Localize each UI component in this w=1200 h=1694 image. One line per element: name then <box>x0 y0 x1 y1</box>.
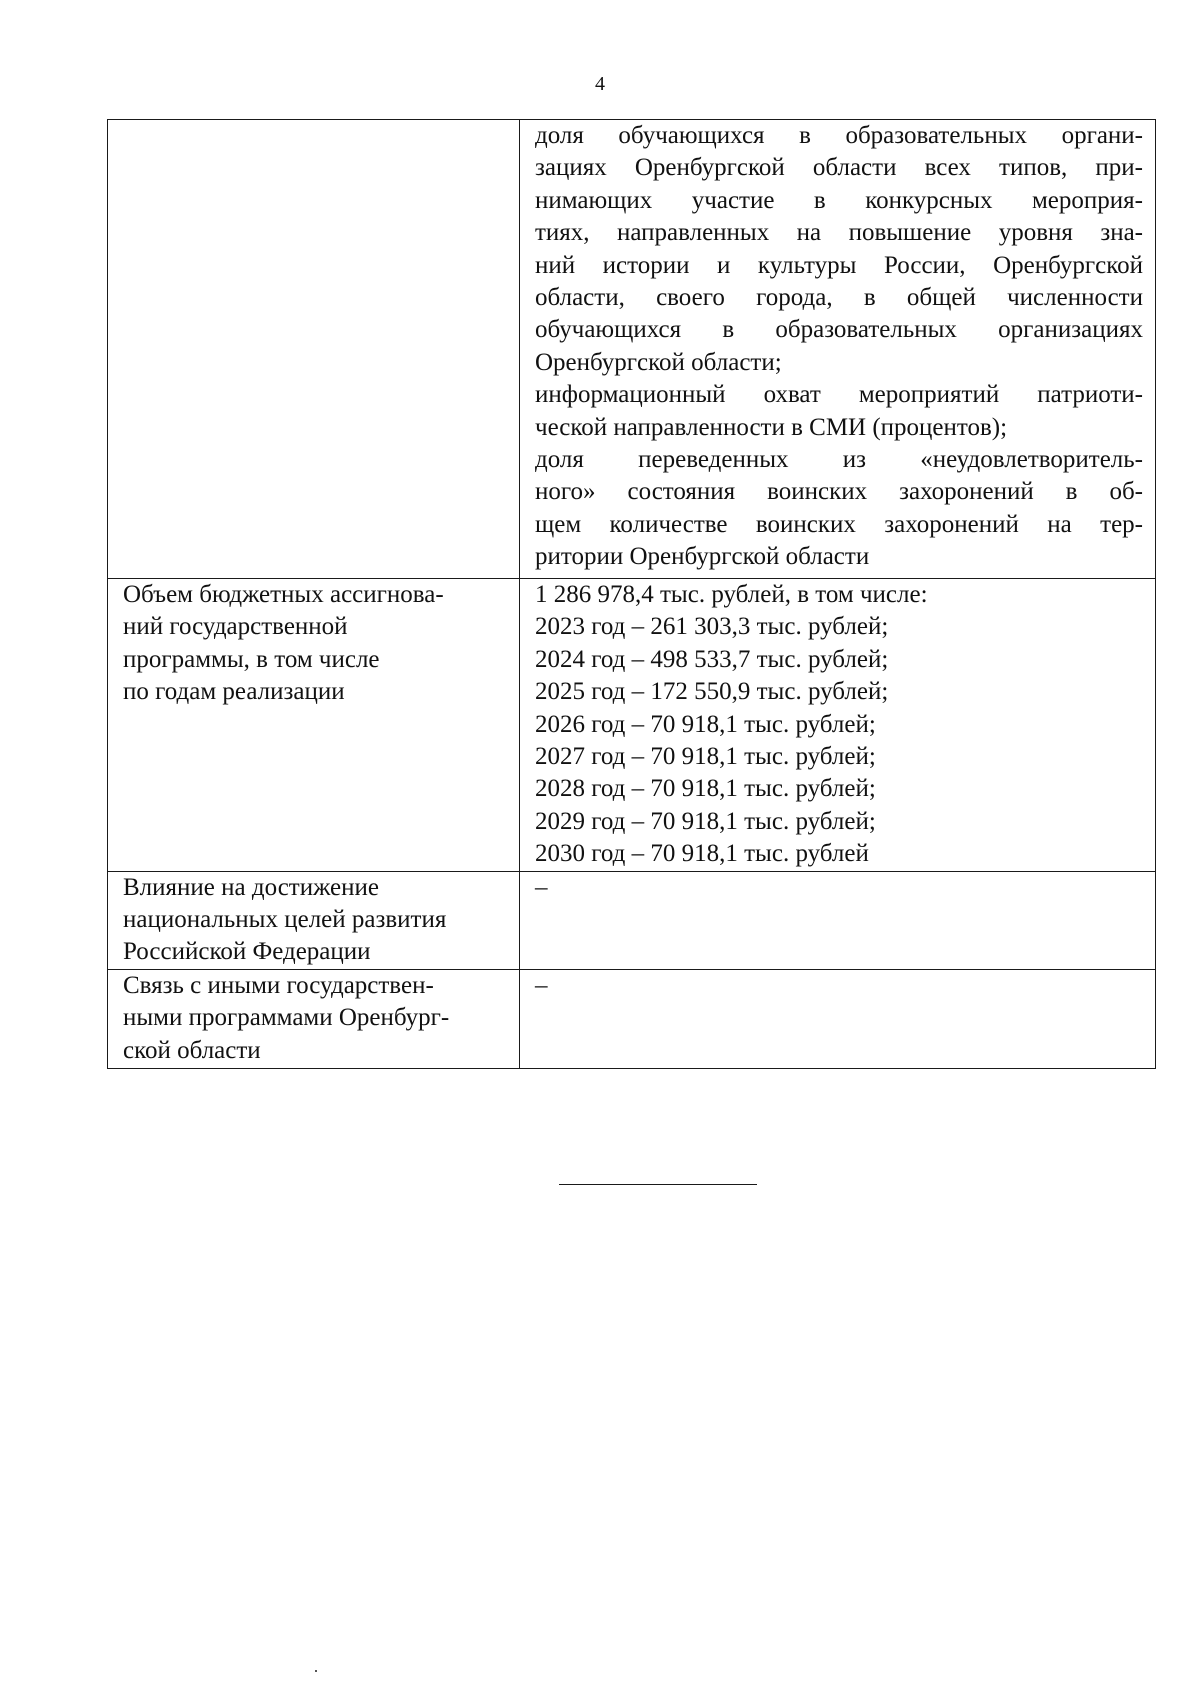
national-goals-label-line: Влияние на достижение <box>123 873 379 901</box>
end-of-document-rule <box>559 1184 757 1185</box>
related-programs-value: – <box>535 971 548 999</box>
table-row-related-programs <box>108 969 1156 1068</box>
value-cell-indicators <box>520 120 1156 579</box>
program-passport-table <box>107 119 1156 1069</box>
budget-year-line: 2027 год – 70 918,1 тыс. рублей; <box>535 743 876 771</box>
indicators-line: ритории Оренбургской области <box>535 543 870 571</box>
indicators-line: ческой направленности в СМИ (процентов); <box>535 413 1008 441</box>
indicators-line: доля обучающихся в образовательных органи- <box>535 122 1143 149</box>
related-programs-label-line: ской области <box>123 1036 261 1064</box>
indicators-line: информационный охват мероприятий патриоти- <box>535 381 1143 409</box>
national-goals-label-line: Российской Федерации <box>123 938 371 966</box>
budget-year-line: 2028 год – 70 918,1 тыс. рублей; <box>535 775 876 803</box>
related-programs-label-line: ными программами Оренбург- <box>123 1004 450 1032</box>
label-cell-empty <box>108 120 520 579</box>
label-cell-budget <box>108 579 520 872</box>
value-cell-related-programs <box>520 969 1156 1068</box>
table-row-budget <box>108 579 1156 872</box>
indicators-line: ного» состояния воинских захоронений в об- <box>535 478 1143 506</box>
scan-speck <box>315 1670 317 1672</box>
indicators-line: Оренбургской области; <box>535 348 782 376</box>
indicators-line: области, своего города, в общей численности <box>535 284 1143 312</box>
budget-year-line: 2023 год – 261 303,3 тыс. рублей; <box>535 613 889 641</box>
indicators-line: зациях Оренбургской области всех типов, при- <box>535 154 1143 182</box>
budget-year-line: 2030 год – 70 918,1 тыс. рублей <box>535 840 869 868</box>
national-goals-label-line: национальных целей развития <box>123 906 447 934</box>
budget-year-line: 2029 год – 70 918,1 тыс. рублей; <box>535 807 876 835</box>
value-cell-budget <box>520 579 1156 872</box>
table-row-indicators <box>108 120 1156 579</box>
budget-year-line: 2025 год – 172 550,9 тыс. рублей; <box>535 678 889 706</box>
budget-label-line: программы, в том числе <box>123 645 380 673</box>
table-row-national-goals <box>108 871 1156 969</box>
indicators-line: щем количестве воинских захоронений на тер- <box>535 510 1143 538</box>
national-goals-value: – <box>535 873 548 901</box>
label-cell-national-goals <box>108 871 520 969</box>
budget-year-line: 2026 год – 70 918,1 тыс. рублей; <box>535 710 876 738</box>
budget-label-line: ний государственной <box>123 613 348 641</box>
budget-year-line: 2024 год – 498 533,7 тыс. рублей; <box>535 645 889 673</box>
indicators-line: нимающих участие в конкурсных мероприя- <box>535 186 1143 214</box>
page-number: 4 <box>595 73 605 95</box>
budget-label-line: Объем бюджетных ассигнова- <box>123 581 444 608</box>
indicators-line: обучающихся в образовательных организациях <box>535 316 1143 344</box>
indicators-line: тиях, направленных на повышение уровня зна- <box>535 219 1143 247</box>
related-programs-label-line: Связь с иными государствен- <box>123 971 434 999</box>
budget-total-line: 1 286 978,4 тыс. рублей, в том числе: <box>535 581 928 608</box>
value-cell-national-goals <box>520 871 1156 969</box>
indicators-line: доля переведенных из «неудовлетворитель- <box>535 446 1143 474</box>
label-cell-related-programs <box>108 969 520 1068</box>
indicators-line: ний истории и культуры России, Оренбургской <box>535 251 1143 279</box>
budget-label-line: по годам реализации <box>123 678 345 706</box>
